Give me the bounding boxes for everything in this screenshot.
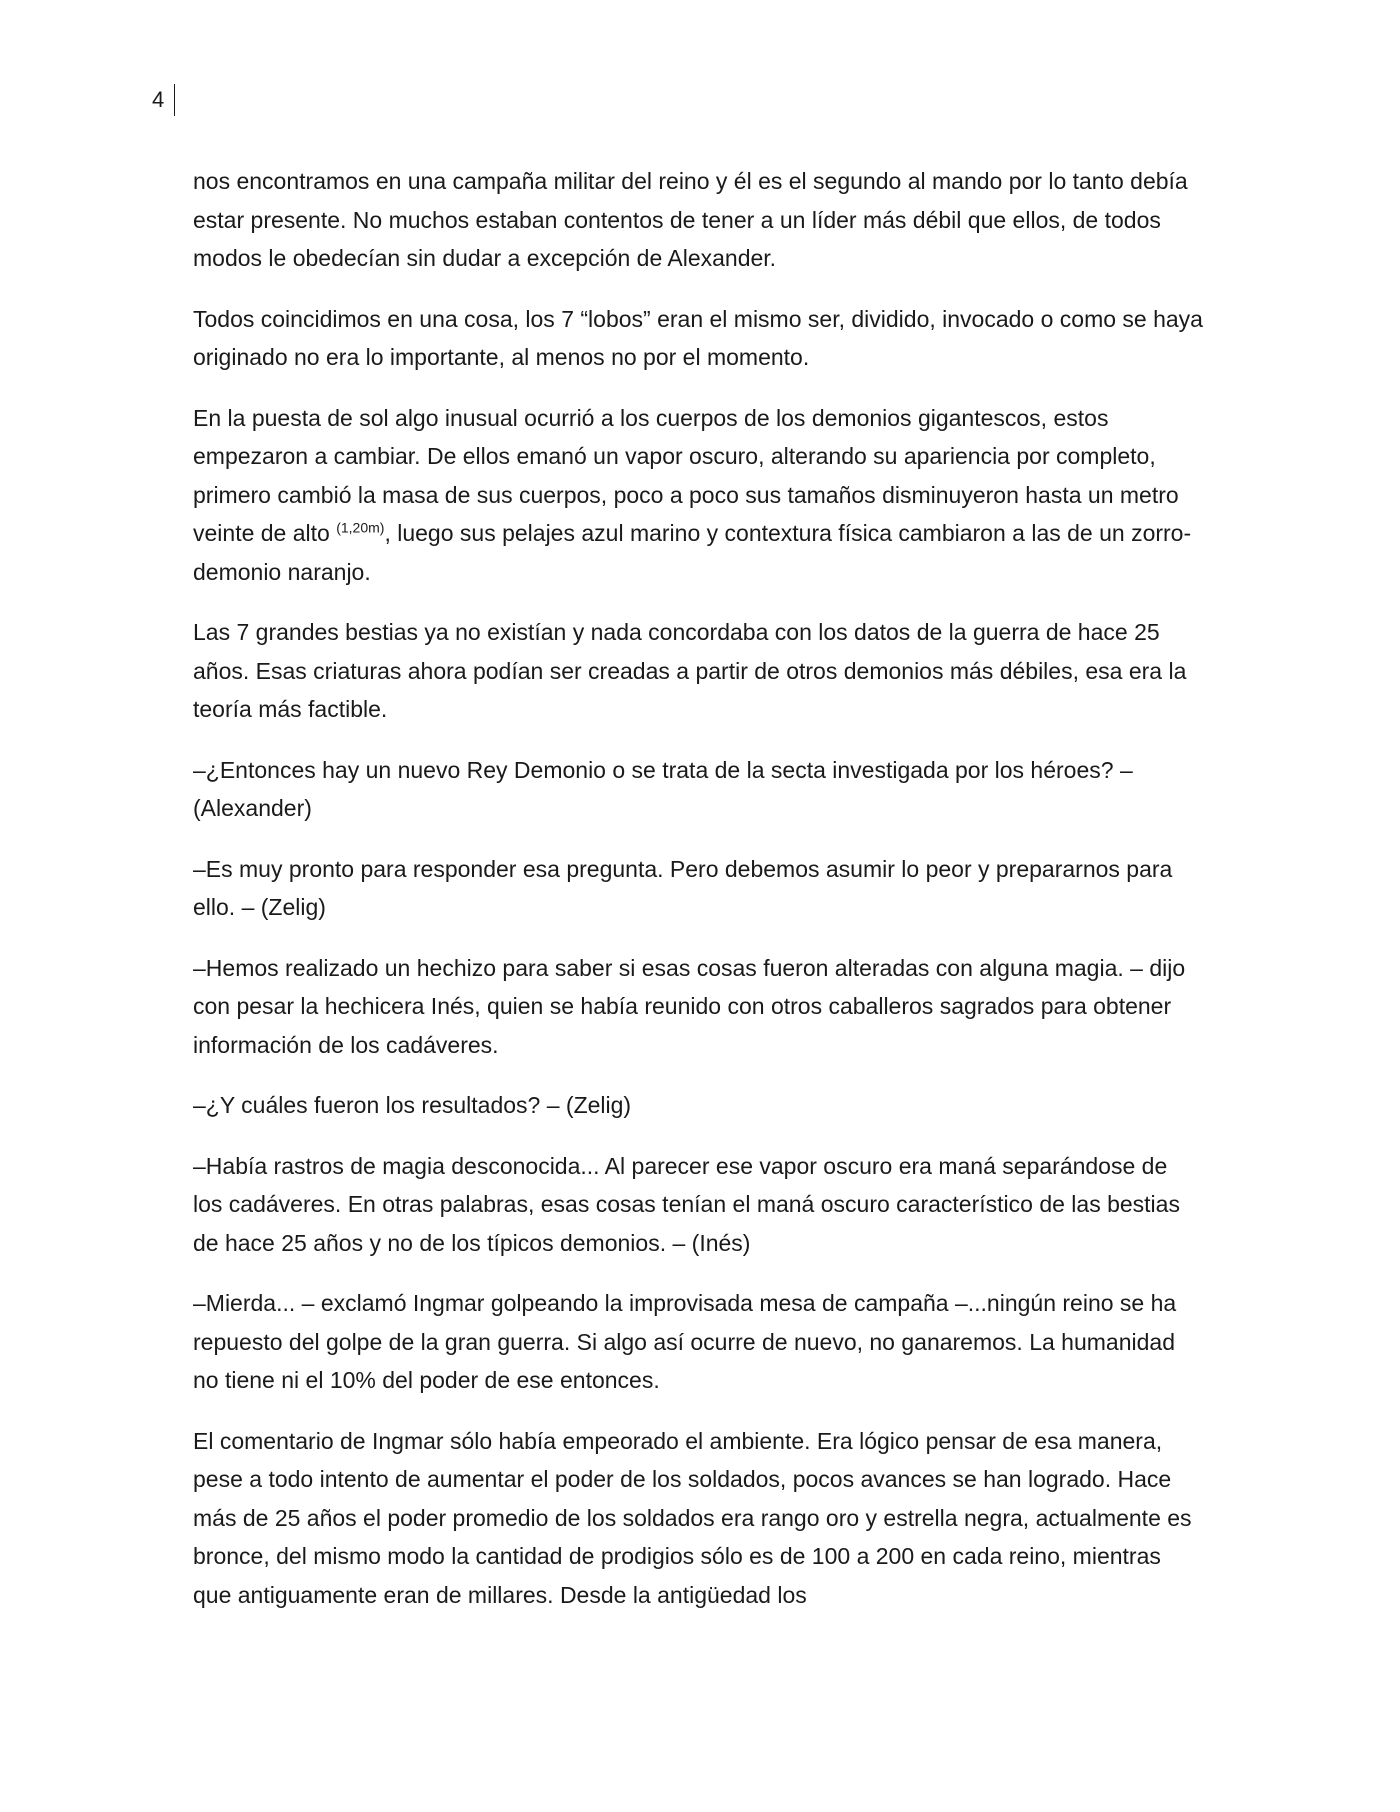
paragraph-1: nos encontramos en una campaña militar del reino y él es el segundo al mando por lo tanto debía estar presente. No muchos estaban contentos de tener a un líder más débil que ellos, de todos modos le obedecían sin dudar a excepción de Alexander. xyxy=(193,168,1188,271)
paragraph-2: Todos coincidimos en una cosa, los 7 “lobos” eran el mismo ser, dividido, invocado o como se haya originado no era lo importante, al menos no por el momento. xyxy=(193,305,1203,370)
paragraph-5: –¿Entonces hay un nuevo Rey Demonio o se trata de la secta investigada por los héroes? – (Alexander) xyxy=(193,756,1133,821)
header-divider xyxy=(174,84,175,116)
paragraph-9: –Había rastros de magia desconocida... Al parecer ese vapor oscuro era maná separándose de los cadáveres. En otras palabras, esas cosas tenían el maná oscuro característico de las bestias de hace 25 años y no de los típicos demonios. – (Inés) xyxy=(193,1152,1180,1256)
paragraph-3-text-end: , luego sus pelajes azul marino y contextura física cambiaron a las de un zorro-demonio naranjo. xyxy=(193,520,1192,585)
paragraph-6: –Es muy pronto para responder esa pregunta. Pero debemos asumir lo peor y prepararnos para ello. – (Zelig) xyxy=(193,855,1173,920)
document-body xyxy=(193,162,1203,1636)
paragraph-3-superscript: (1,20m) xyxy=(336,519,385,536)
paragraph-10: –Mierda... – exclamó Ingmar golpeando la improvisada mesa de campaña –...ningún reino se ha repuesto del golpe de la gran guerra. Si algo así ocurre de nuevo, no ganaremos. La humanidad no tiene ni el 10% del poder de ese entonces. xyxy=(193,1290,1177,1393)
page-header xyxy=(152,84,175,116)
page-number: 4 xyxy=(152,87,165,112)
paragraph-7: –Hemos realizado un hechizo para saber si esas cosas fueron alteradas con alguna magia. – dijo con pesar la hechicera Inés, quien se había reunido con otros caballeros sagrados para obtener información de los cadáveres. xyxy=(193,954,1186,1058)
paragraph-8: –¿Y cuáles fueron los resultados? – (Zelig) xyxy=(193,1092,632,1118)
paragraph-11: El comentario de Ingmar sólo había empeorado el ambiente. Era lógico pensar de esa manera, pese a todo intento de aumentar el poder de los soldados, pocos avances se han logrado. Hace más de 25 años el poder promedio de los soldados era rango oro y estrella negra, actualmente es bronce, del mismo modo la cantidad de prodigios sólo es de 100 a 200 en cada reino, mientras que antiguamente eran de millares. Desde la antigüedad los xyxy=(193,1427,1192,1608)
paragraph-3 xyxy=(193,399,1203,592)
paragraph-3-text-start: En la puesta de sol algo inusual ocurrió a los cuerpos de los demonios gigantescos, estos empezaron a cambiar. De ellos emanó un vapor oscuro, alterando su apariencia por completo, primero cambió la masa de sus cuerpos, poco a poco sus tamaños disminuyeron hasta un metro veinte de alto xyxy=(193,404,1179,546)
paragraph-4: Las 7 grandes bestias ya no existían y nada concordaba con los datos de la guerra de hace 25 años. Esas criaturas ahora podían ser creadas a partir de otros demonios más débiles, esa era la teoría más factible. xyxy=(193,619,1187,722)
